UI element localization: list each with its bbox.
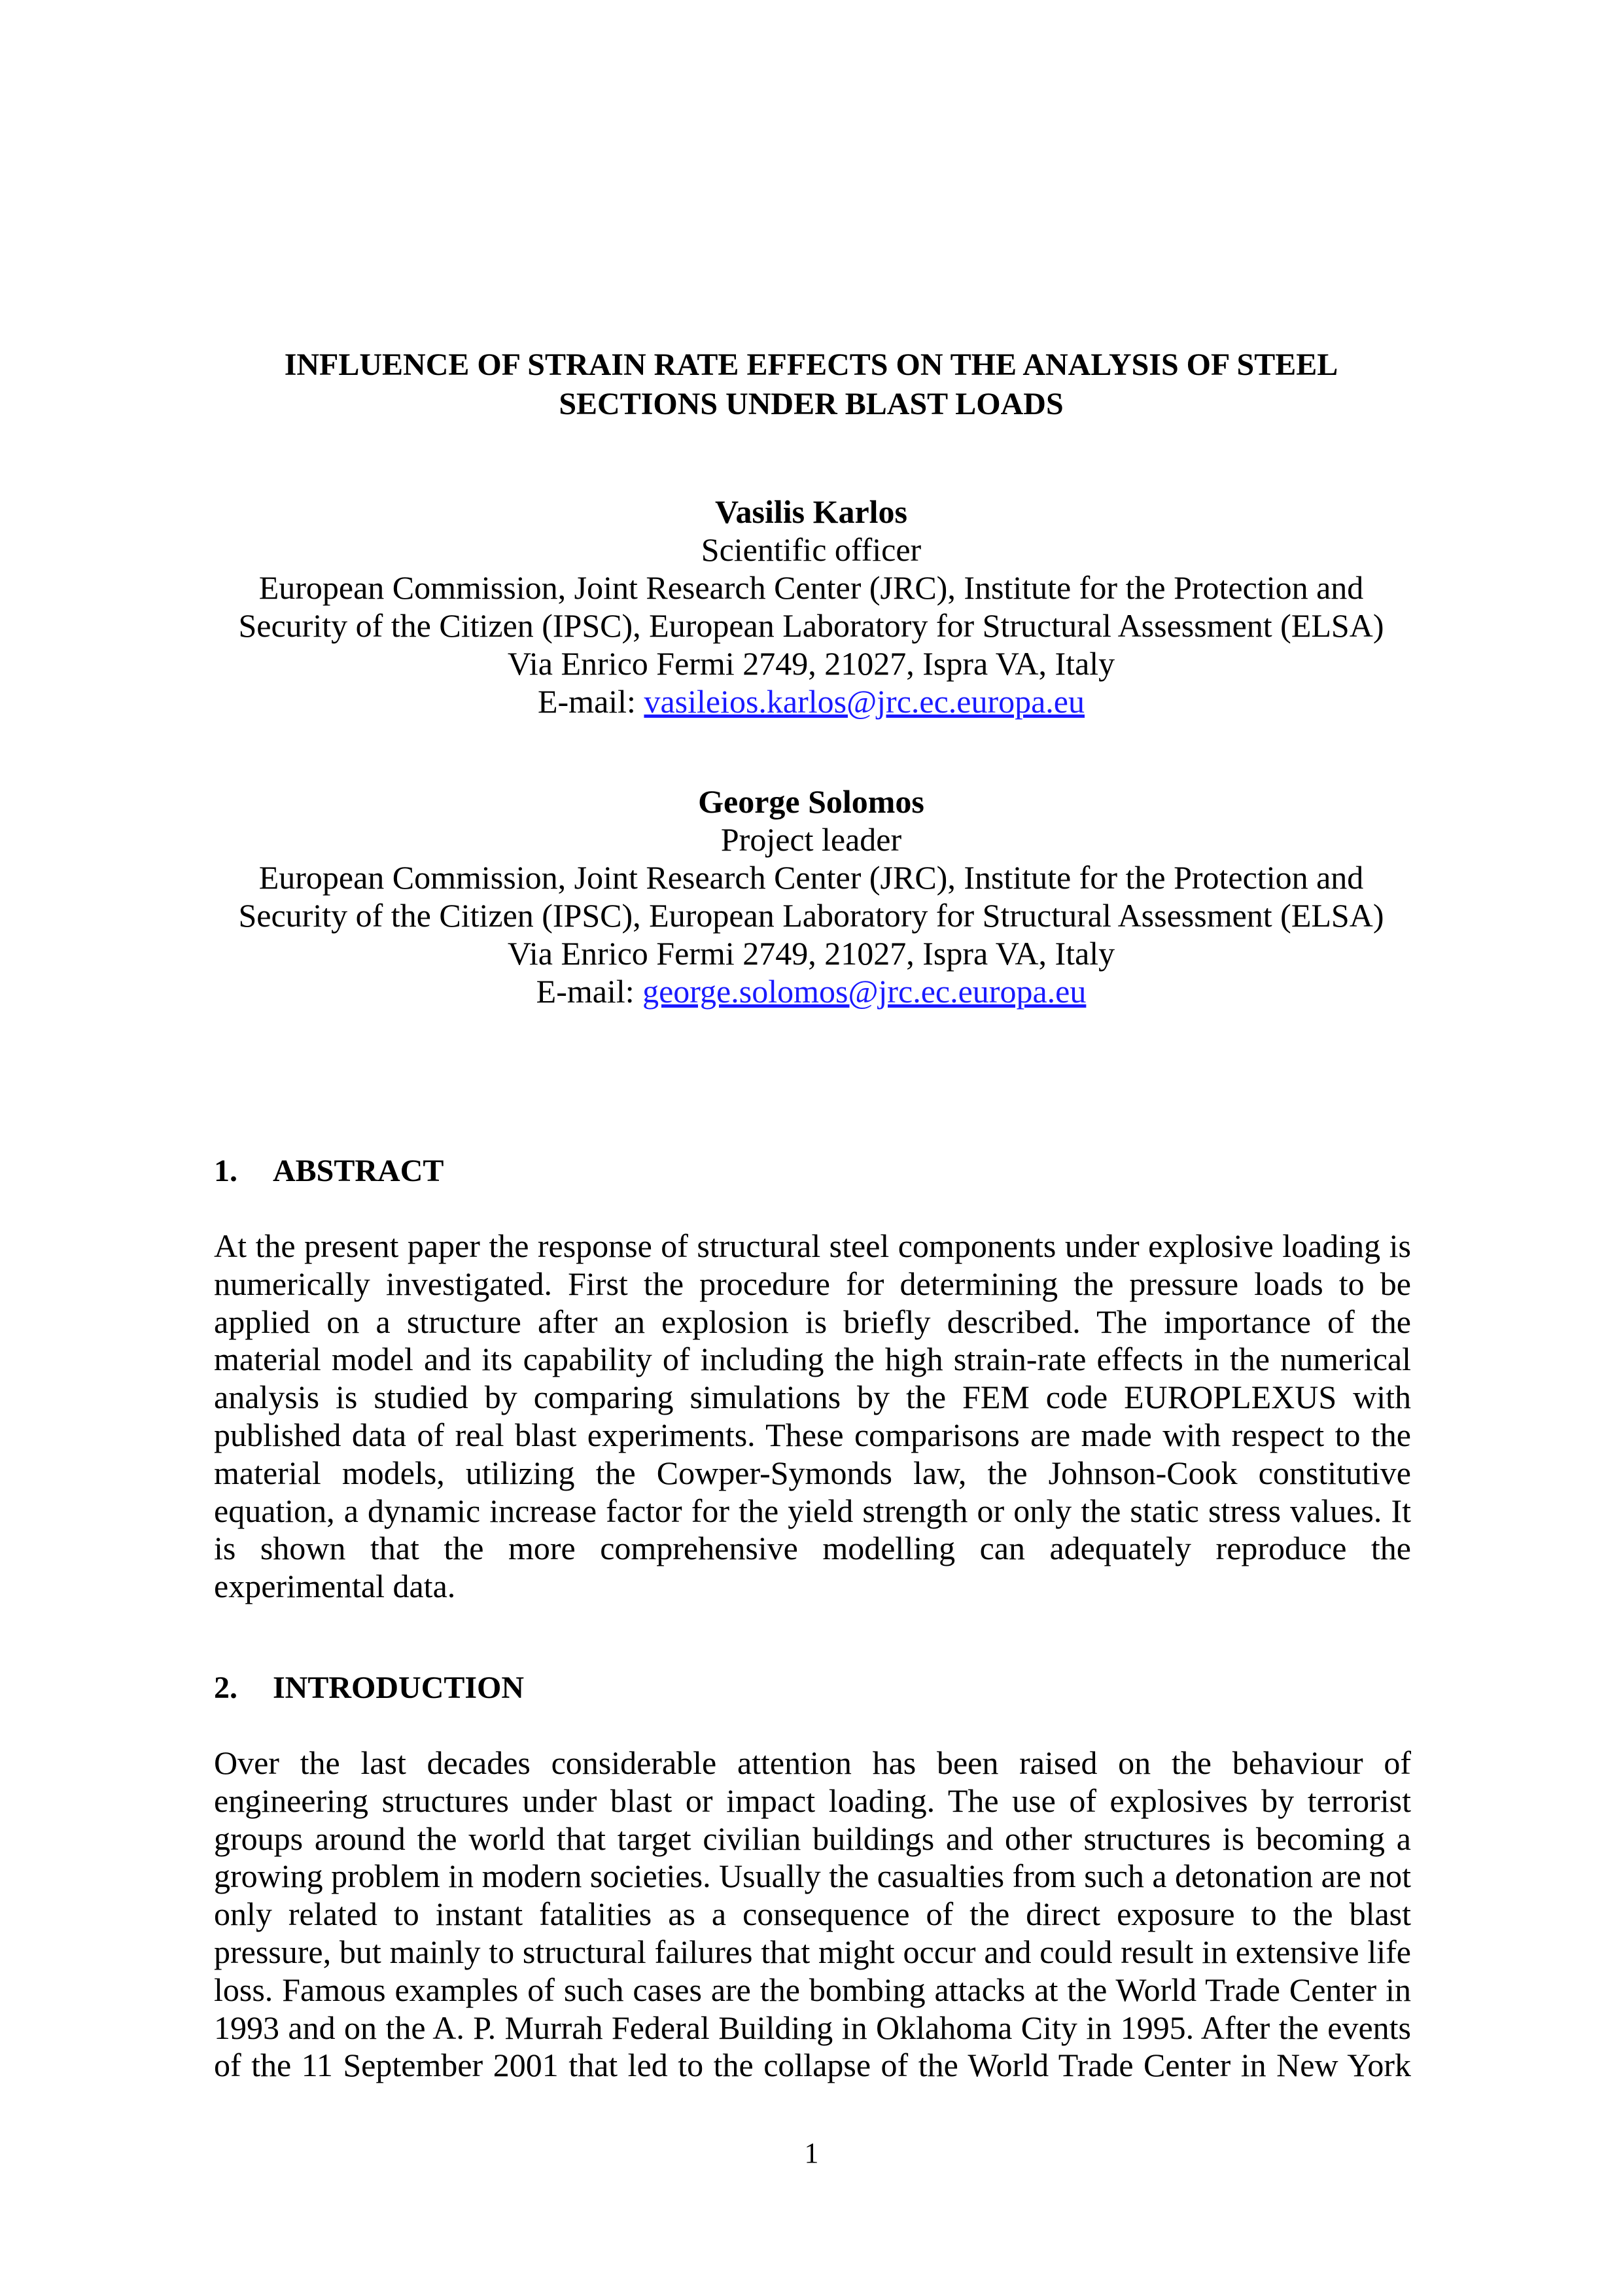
email-link[interactable]: vasileios.karlos@jrc.ec.europa.eu: [644, 683, 1085, 720]
paragraph-line: material models, utilizing the Cowper-Symonds law, the Johnson-Cook constitutive: [214, 1454, 1411, 1491]
paragraph-line: pressure, but mainly to structural failures that might occur and could result in extensive life: [214, 1933, 1411, 1970]
author-name: George Solomos: [698, 783, 924, 820]
section-heading-introduction: [214, 1669, 524, 1707]
paragraph-line: only related to instant fatalities as a consequence of the direct exposure to the blast: [214, 1896, 1411, 1933]
author-affiliation-line-2: Security of the Citizen (IPSC), European Laboratory for Structural Assessment (ELSA): [238, 897, 1384, 934]
section-number: 1.: [214, 1154, 237, 1188]
author-role: Scientific officer: [701, 531, 922, 568]
author-block-2: [213, 783, 1410, 1010]
paragraph-line: experimental data.: [214, 1568, 456, 1605]
paragraph-line: of the 11 September 2001 that led to the collapse of the World Trade Center in New York: [214, 2047, 1411, 2084]
paragraph-line: engineering structures under blast or impact loading. The use of explosives by terrorist: [214, 1782, 1411, 1819]
email-label: E-mail:: [537, 683, 644, 720]
author-block-1: [213, 493, 1410, 720]
section-title: ABSTRACT: [273, 1154, 444, 1188]
author-name: Vasilis Karlos: [714, 493, 908, 530]
paragraph-line: Over the last decades considerable attention has been raised on the behaviour of: [214, 1744, 1411, 1781]
section-number: 2.: [214, 1670, 237, 1705]
author-role: Project leader: [720, 821, 902, 858]
title-line-2: SECTIONS UNDER BLAST LOADS: [559, 387, 1064, 421]
paragraph-line: numerically investigated. First the procedure for determining the pressure loads to be: [214, 1265, 1411, 1302]
email-label: E-mail:: [536, 973, 643, 1010]
paragraph-line: loss. Famous examples of such cases are the bombing attacks at the World Trade Center in: [214, 1971, 1411, 2008]
paragraph-line: 1993 and on the A. P. Murrah Federal Building in Oklahoma City in 1995. After the events: [214, 2009, 1411, 2046]
author-address: Via Enrico Fermi 2749, 21027, Ispra VA, Italy: [507, 935, 1115, 972]
paragraph-line: analysis is studied by comparing simulations by the FEM code EUROPLEXUS with: [214, 1379, 1411, 1416]
paragraph-line: applied on a structure after an explosion is briefly described. The importance of the: [214, 1303, 1411, 1340]
email-link[interactable]: george.solomos@jrc.ec.europa.eu: [642, 973, 1087, 1010]
paragraph-line: groups around the world that target civilian buildings and other structures is becoming a: [214, 1820, 1411, 1857]
paper-title: [213, 345, 1410, 424]
author-email-line: [213, 972, 1410, 1010]
author-address: Via Enrico Fermi 2749, 21027, Ispra VA, Italy: [507, 645, 1115, 682]
section-title: INTRODUCTION: [273, 1670, 525, 1705]
author-email-line: [213, 682, 1410, 720]
section-heading-abstract: [214, 1152, 444, 1190]
abstract-paragraph: [214, 1227, 1411, 1606]
paragraph-line: published data of real blast experiments. These comparisons are made with respect to the: [214, 1416, 1411, 1453]
paragraph-line: growing problem in modern societies. Usually the casualties from such a detonation are not: [214, 1858, 1412, 1895]
author-affiliation-line-2: Security of the Citizen (IPSC), European Laboratory for Structural Assessment (ELSA): [238, 607, 1384, 644]
title-line-1: INFLUENCE OF STRAIN RATE EFFECTS ON THE ANALYSIS OF STEEL: [284, 347, 1338, 382]
page-number: 1: [804, 2137, 819, 2169]
author-affiliation-line-1: European Commission, Joint Research Center (JRC), Institute for the Protection and: [258, 859, 1364, 896]
introduction-paragraph: [214, 1744, 1411, 2085]
paragraph-line: material model and its capability of including the high strain-rate effects in the numerical: [214, 1341, 1411, 1378]
paragraph-line: equation, a dynamic increase factor for the yield strength or only the static stress values. It: [214, 1492, 1411, 1529]
paragraph-line: At the present paper the response of structural steel components under explosive loading is: [214, 1227, 1411, 1264]
author-affiliation-line-1: European Commission, Joint Research Center (JRC), Institute for the Protection and: [258, 569, 1364, 606]
paragraph-line: is shown that the more comprehensive modelling can adequately reproduce the: [214, 1530, 1411, 1567]
